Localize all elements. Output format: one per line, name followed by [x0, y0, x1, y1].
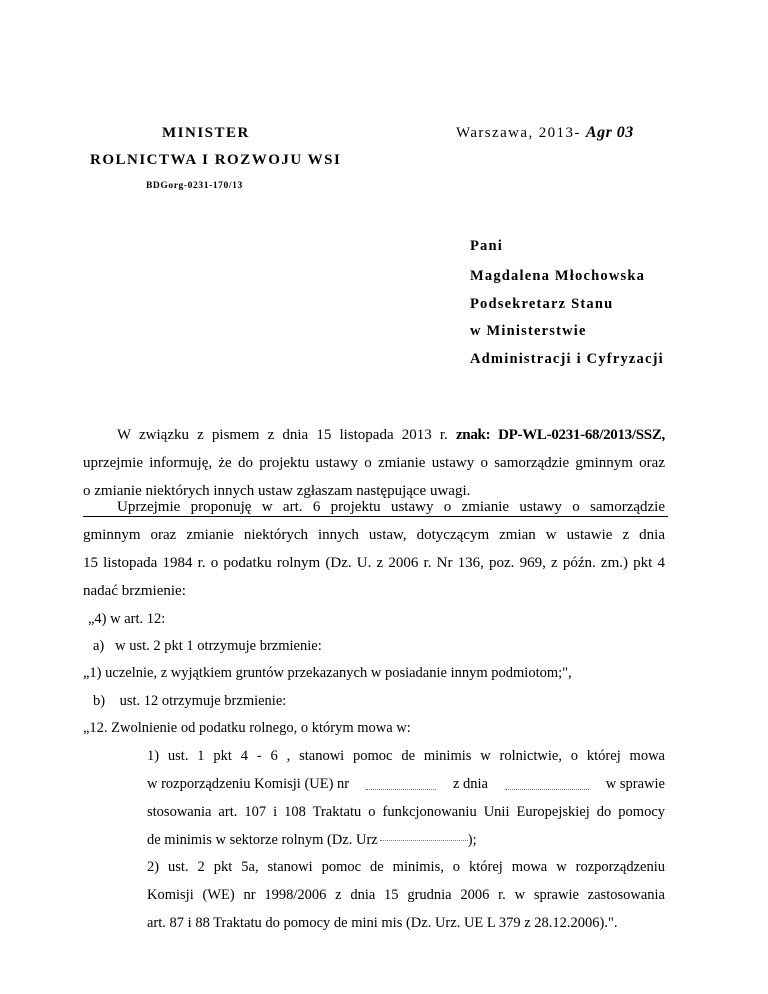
paragraph-2-line-4: nadać brzmienie: [83, 583, 186, 599]
place-date-text: Warszawa, 2013- [456, 125, 581, 141]
blank-journal-dots [380, 840, 468, 841]
addressee-salutation: Pani [470, 238, 503, 254]
addressee-ministry-line1: w Ministerstwie [470, 323, 587, 339]
reference-number: BDGorg-0231-170/13 [146, 181, 243, 191]
amendment-uczelnie: „1) uczelnie, z wyjątkiem gruntów przekazanych w posiadanie innym podmiotom;", [83, 665, 572, 681]
item-2-line-1: 2) ust. 2 pkt 5a, stanowi pomoc de minimis, o której mowa w rozporządzeniu [147, 859, 665, 875]
minister-title: MINISTER [162, 125, 250, 141]
addressee-name: Magdalena Młochowska [470, 268, 646, 284]
item-1-close: ); [467, 832, 477, 848]
item-2-line-3: art. 87 i 88 Traktatu do pomocy de mini mis (Dz. Urz. UE L 379 z 28.12.2006).". [147, 915, 618, 931]
item-1-line-3: stosowania art. 107 i 108 Traktatu o funkcjonowaniu Unii Europejskiej do pomocy [147, 804, 665, 820]
amendment-point-b [93, 693, 286, 710]
point-a-text: w ust. 2 pkt 1 otrzymuje brzmienie: [115, 638, 322, 654]
item-1-subject: w sprawie [605, 776, 665, 792]
paragraph-2-line-3: 15 listopada 1984 r. o podatku rolnym (Dz. U. z 2006 r. Nr 136, poz. 969, z późn. zm.) pkt 4 [83, 555, 665, 571]
underline-rule [83, 516, 668, 517]
addressee-position: Podsekretarz Stanu [470, 296, 614, 312]
item-1-line-4 [147, 832, 477, 849]
point-a-label: a) [93, 638, 105, 654]
point-b-label: b) [93, 693, 106, 709]
paragraph-1-line-3: o zmianie niektórych innych ustaw zgłaszam następujące uwagi. [83, 483, 471, 499]
addressee-ministry-line2: Administracji i Cyfryzacji [470, 351, 664, 367]
item-1-journal: de minimis w sektorze rolnym (Dz. Urz [147, 832, 378, 848]
paragraph-1-intro: W związku z pismem z dnia 15 listopada 2013 r. [117, 427, 448, 443]
amendment-art-12: „4) w art. 12: [88, 611, 166, 627]
amendment-point-a [93, 638, 322, 655]
paragraph-1-line-1 [117, 427, 665, 444]
ministry-name: ROLNICTWA I ROZWOJU WSI [90, 152, 342, 168]
blank-date-dots [505, 773, 589, 790]
paragraph-1-line-2: uprzejmie informuję, że do projektu ustawy o zmianie ustawy o samorządzie gminnym oraz [83, 455, 665, 471]
item-1-line-2 [147, 776, 665, 793]
point-b-text: ust. 12 otrzymuje brzmienie: [119, 693, 287, 709]
letter-reference: znak: DP-WL-0231-68/2013/SSZ, [455, 427, 665, 443]
item-1-regulation: w rozporządzeniu Komisji (UE) nr [147, 776, 350, 792]
blank-number-dots [366, 773, 436, 790]
paragraph-2-line-1: Uprzejmie proponuję w art. 6 projektu ustawy o zmianie ustawy o samorządzie [117, 499, 665, 515]
place-date [456, 124, 634, 142]
amendment-ust-12: „12. Zwolnienie od podatku rolnego, o którym mowa w: [83, 720, 411, 736]
paragraph-2-line-2: gminnym oraz zmianie niektórych innych ustaw, dotyczącym zmian w ustawie z dnia [83, 527, 665, 543]
item-1-date-label: z dnia [452, 776, 488, 792]
item-1-line-1: 1) ust. 1 pkt 4 - 6 , stanowi pomoc de minimis w rolnictwie, o której mowa [147, 748, 665, 764]
item-2-line-2: Komisji (WE) nr 1998/2006 z dnia 15 grudnia 2006 r. w sprawie zastosowania [147, 887, 665, 903]
handwritten-date: Agr 03 [585, 124, 634, 141]
